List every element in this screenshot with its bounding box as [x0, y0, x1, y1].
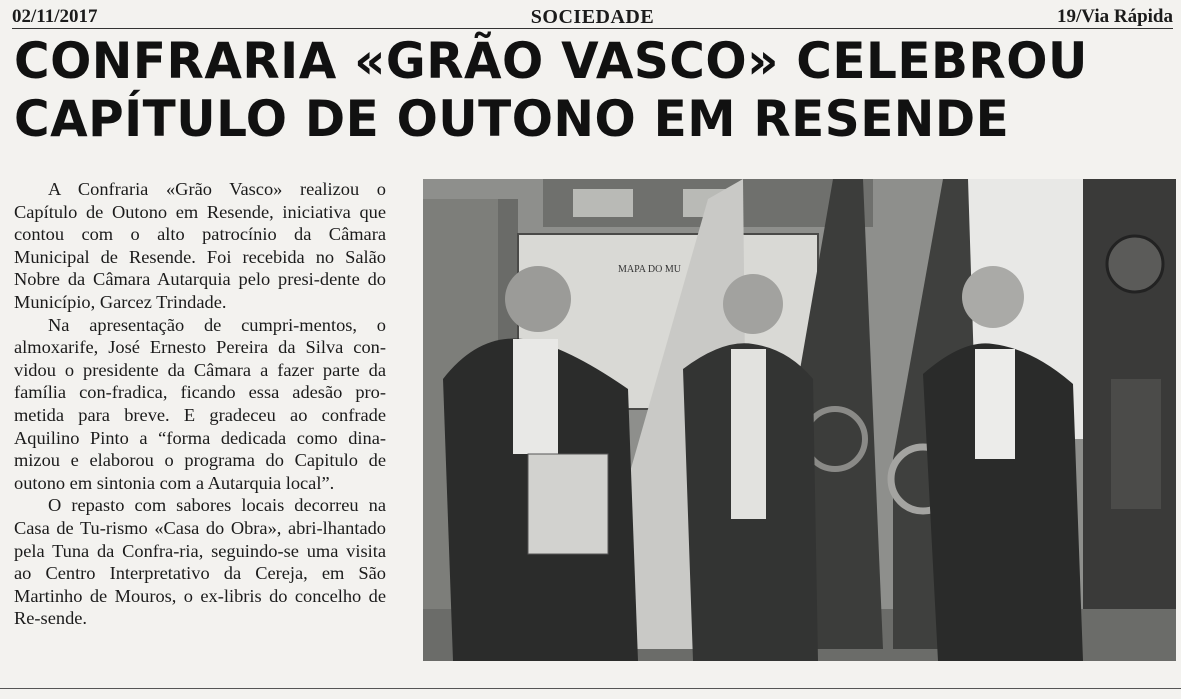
paragraph-2: Na apresentação de cumpri-mentos, o almoxarife, José Ernesto Pereira da Silva con-vidou o presidente da Câmara a fazer parte da família con-fradica, ficando essa adesão pro-metida para breve. E gradeceu ao confrade Aquilino Pinto a “forma dedicada como dina-mizou e elaborou o programa do Capitulo de outono em sintonia com a Autarquia local”. — [14, 314, 386, 493]
section-name: SOCIEDADE — [530, 6, 655, 28]
bottom-rule — [0, 688, 1181, 689]
article-headline — [14, 32, 1100, 148]
wall-map-title: MAPA DO MU — [618, 264, 681, 275]
headline-line-2: CAPÍTULO DE OUTONO EM RESENDE — [14, 90, 1010, 148]
paragraph-3: O repasto com sabores locais decorreu na Casa de Tu-rismo «Casa do Obra», abri-lhantado pela Tuna da Confra-ria, seguindo-se uma visita ao Centro Interpretativo da Cereja, em São Martinho de Mouros, o ex-libris do concelho de Re-sende. — [14, 495, 386, 629]
page-number: 19/Via Rápida — [1057, 6, 1173, 27]
headline-line-1: CONFRARIA «GRÃO VASCO» CELEBROU — [14, 32, 1088, 90]
issue-date: 02/11/2017 — [12, 6, 98, 27]
paragraph-1: A Confraria «Grão Vasco» realizou o Capítulo de Outono em Resende, iniciativa que contou com o alto patrocínio da Câmara Municipal de Resende. Foi recebida no Salão Nobre da Câmara Autarquia pelo presi-dente do Município, Garcez Trindade. — [14, 179, 386, 312]
article-body — [14, 178, 386, 630]
running-header — [12, 4, 1173, 29]
article-photo — [423, 179, 1176, 661]
photo-illustration — [423, 179, 1176, 661]
